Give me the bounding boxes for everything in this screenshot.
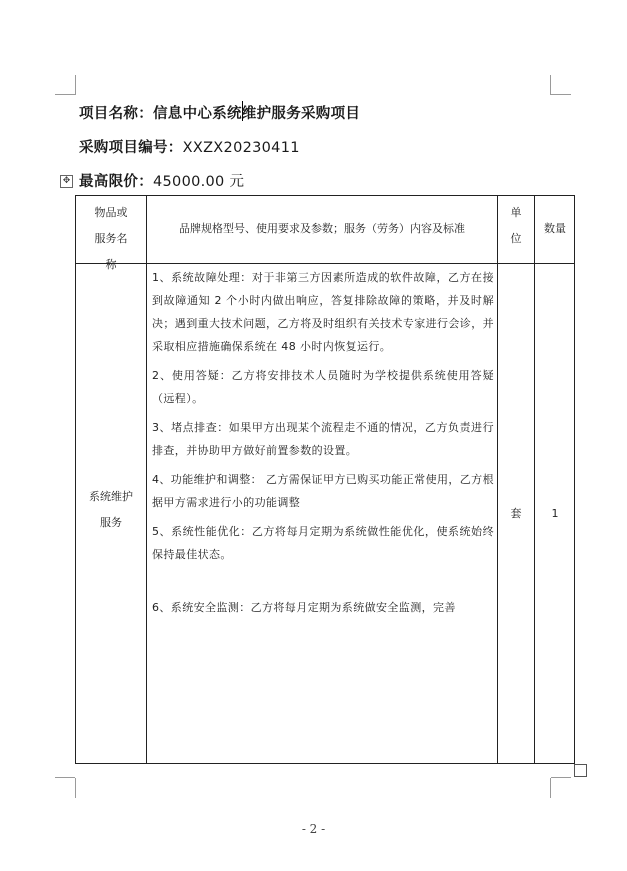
max-price-value: 45000.00 元: [153, 174, 245, 190]
project-number-label: 采购项目编号：: [79, 140, 183, 156]
project-number-line: [79, 136, 300, 157]
header-unit: 单位: [510, 206, 522, 245]
header-quantity: 数量: [544, 222, 566, 235]
crop-mark-top-left-v: [75, 75, 76, 95]
max-price-line: [79, 170, 244, 191]
crop-mark-top-left-h: [55, 94, 75, 95]
max-price-label: 最高限价：: [79, 174, 153, 190]
spec-item-5: 5、系统性能优化：乙方将每月定期为系统做性能优化，使系统始终保持最佳状态。: [152, 525, 494, 561]
page-number: - 2 -: [301, 822, 326, 836]
crop-mark-top-right-h: [551, 94, 571, 95]
col-divider-1: [146, 196, 147, 763]
project-name-value: 信息中心系统维护服务采购项目: [153, 106, 361, 122]
header-divider: [76, 263, 574, 264]
table-resize-handle-icon[interactable]: [574, 764, 587, 777]
spec-item-4: 4、功能维护和调整： 乙方需保证甲方已购买功能正常使用，乙方根据甲方需求进行小的功能调整: [152, 473, 494, 509]
spec-item-6: 6、系统安全监测：乙方将每月定期为系统做安全监测，完善: [152, 601, 456, 614]
crop-mark-top-right-v: [550, 75, 551, 95]
row-spec-content: [152, 266, 494, 625]
col-divider-3: [534, 196, 535, 763]
row-unit: 套: [510, 507, 522, 520]
row-item-name: 系统维护服务: [89, 490, 133, 529]
project-name-line: [79, 102, 360, 123]
crop-mark-bottom-left-h: [55, 777, 75, 778]
row-quantity: 1: [551, 507, 559, 520]
spec-item-3: 3、堵点排查：如果甲方出现某个流程走不通的情况，乙方负责进行排查，并协助甲方做好前置参数的设置。: [152, 421, 494, 457]
project-number-value: XXZX20230411: [182, 140, 300, 156]
spec-item-2: 2、使用答疑：乙方将安排技术人员随时为学校提供系统使用答疑（远程）。: [152, 369, 494, 405]
spec-item-1: 1、系统故障处理：对于非第三方因素所造成的软件故障，乙方在接到故障通知 2 个小时内做出响应，答复排除故障的策略，并及时解决；遇到重大技术问题，乙方将及时组织有关技术专家进行会诊，并采取相应措施确保系统在 48 小时内恢复运行。: [152, 271, 494, 353]
header-item-name: 物品或服务名称: [94, 206, 128, 271]
project-name-label: 项目名称：: [79, 106, 153, 122]
header-spec: 品牌规格型号、使用要求及参数；服务（劳务）内容及标准: [179, 222, 465, 235]
table-move-handle-icon[interactable]: ✥: [60, 175, 73, 188]
col-divider-2: [497, 196, 498, 763]
crop-mark-bottom-right-h: [551, 777, 571, 778]
crop-mark-bottom-left-v: [75, 778, 76, 798]
crop-mark-bottom-right-v: [550, 778, 551, 798]
procurement-table: [75, 195, 575, 764]
